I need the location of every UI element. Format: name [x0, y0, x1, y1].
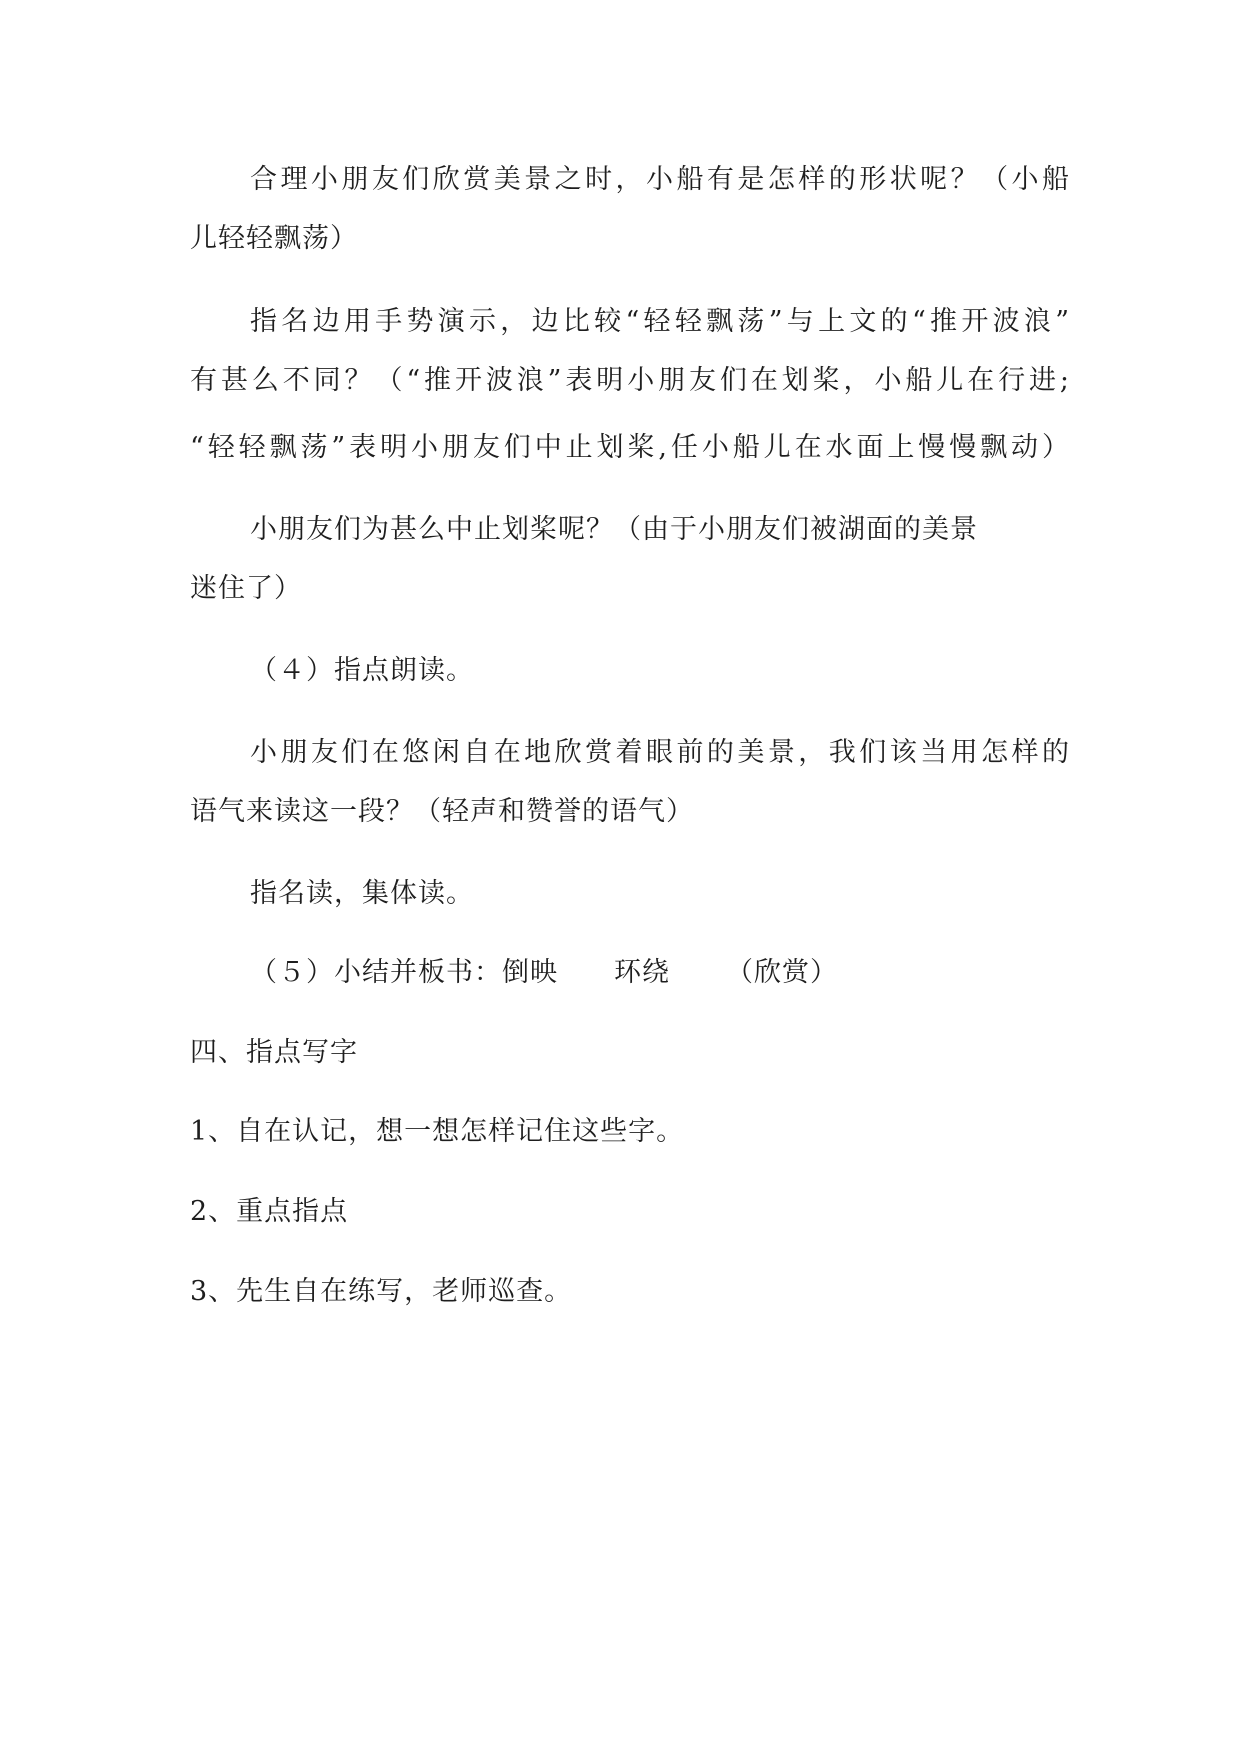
step-heading: （４）指点朗读。 [250, 655, 474, 686]
summary-item: （欣赏） [726, 957, 838, 988]
list-item: 1、自在认记，想一想怎样记住这些字。 [190, 1116, 685, 1147]
list-item: 2、重点指点 [190, 1196, 349, 1227]
list-item: 3、先生自在练写，老师巡查。 [190, 1276, 573, 1307]
paragraph-line: 小朋友们为甚么中止划桨呢？（由于小朋友们被湖面的美景 [250, 514, 978, 545]
paragraph-line: 有甚么不同？（“推开波浪”表明小朋友们在划桨，小船儿在行进; [190, 365, 1070, 396]
summary-prefix: （５）小结并板书：倒映 [250, 957, 558, 988]
paragraph-line: 语气来读这一段？（轻声和赞誉的语气） [190, 796, 694, 827]
paragraph-line: 小朋友们在悠闲自在地欣赏着眼前的美景，我们该当用怎样的 [250, 737, 1070, 768]
summary-item: 环绕 [614, 957, 670, 988]
board-summary [250, 955, 1070, 991]
paragraph-line: 指名读，集体读。 [250, 878, 474, 909]
paragraph-line: “轻轻飘荡”表明小朋友们中止划桨,任小船儿在水面上慢慢飘动） [190, 432, 1070, 463]
paragraph-line: 合理小朋友们欣赏美景之时，小船有是怎样的形状呢？（小船 [250, 164, 1070, 195]
section-heading: 四、指点写字 [190, 1037, 358, 1068]
paragraph-line: 儿轻轻飘荡） [190, 223, 358, 254]
paragraph-line: 迷住了） [190, 573, 302, 604]
paragraph-line: 指名边用手势演示，边比较“轻轻飘荡”与上文的“推开波浪” [250, 306, 1070, 337]
